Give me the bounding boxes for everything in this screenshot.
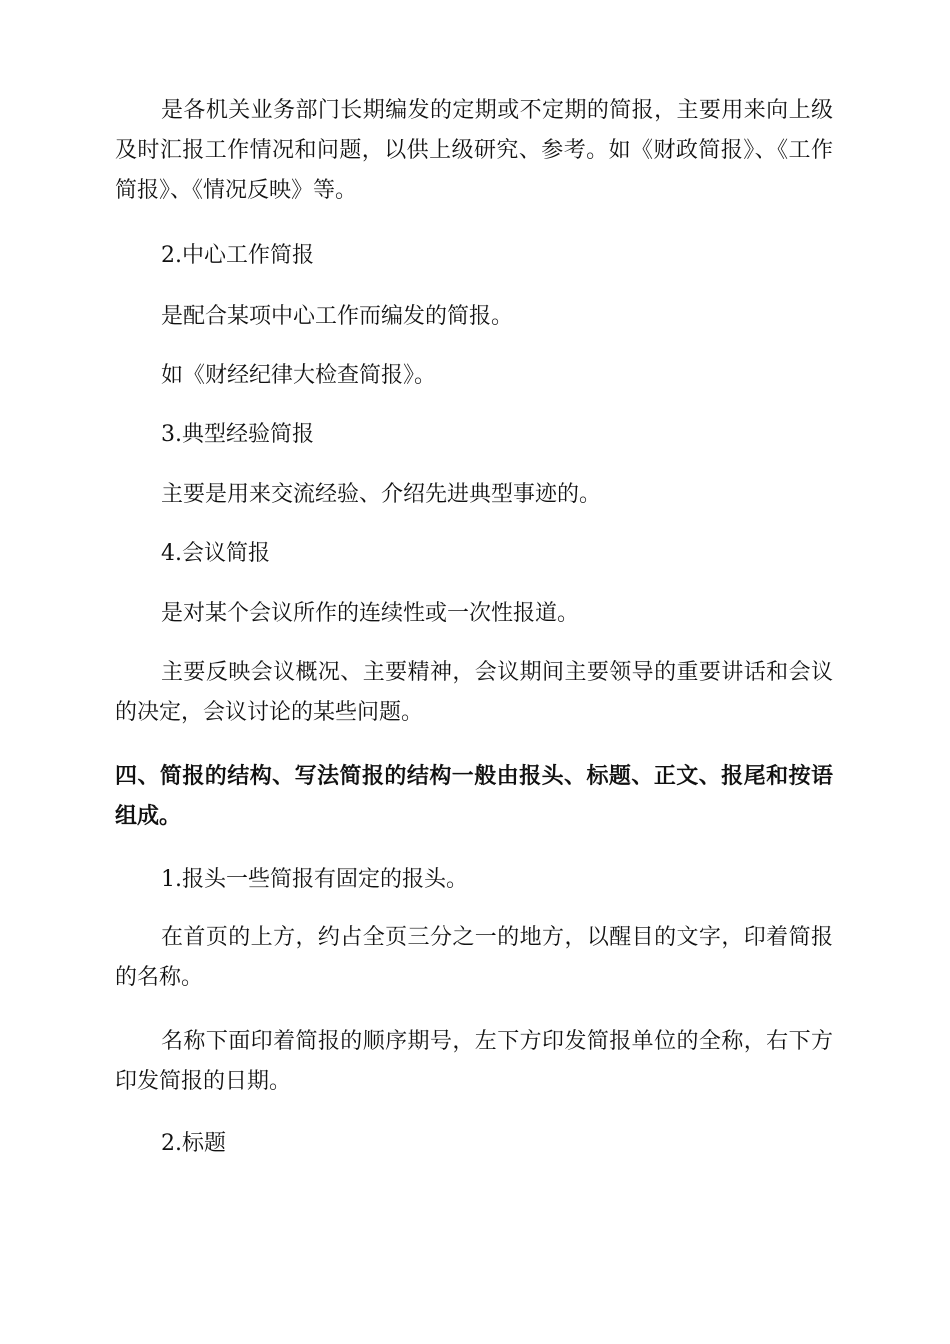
item-heading-typical-experience-briefing: 3.典型经验简报 — [161, 422, 314, 447]
paragraph-masthead-position: 在首页的上方，约占全页三分之一的地方，以醒目的文字，印着简报的名称。 — [115, 925, 833, 990]
paragraph-central-work-description: 是配合某项中心工作而编发的简报。 — [161, 304, 514, 329]
paragraph-meeting-description: 是对某个会议所作的连续性或一次性报道。 — [161, 601, 580, 626]
paragraph-meeting-content: 主要反映会议概况、主要精神，会议期间主要领导的重要讲话和会议的决定，会议讨论的某些问题。 — [115, 660, 833, 725]
item-heading-meeting-briefing: 4.会议简报 — [161, 541, 270, 566]
item-heading-masthead: 1.报头一些简报有固定的报头。 — [161, 867, 468, 892]
paragraph-central-work-example: 如《财经纪律大检查简报》。 — [161, 363, 437, 388]
item-heading-central-work-briefing: 2.中心工作简报 — [161, 243, 314, 268]
section-heading-structure: 四、简报的结构、写法简报的结构一般由报头、标题、正文、报尾和按语组成。 — [115, 764, 833, 829]
paragraph-typical-experience-description: 主要是用来交流经验、介绍先进典型事迹的。 — [161, 482, 602, 507]
item-heading-title: 2.标题 — [161, 1131, 226, 1156]
paragraph-masthead-details: 名称下面印着简报的顺序期号，左下方印发简报单位的全称，右下方印发简报的日期。 — [115, 1029, 833, 1094]
paragraph-briefing-description: 是各机关业务部门长期编发的定期或不定期的简报，主要用来向上级及时汇报工作情况和问题，以供上级研究、参考。如《财政简报》、《工作简报》、《情况反映》等。 — [115, 98, 833, 203]
